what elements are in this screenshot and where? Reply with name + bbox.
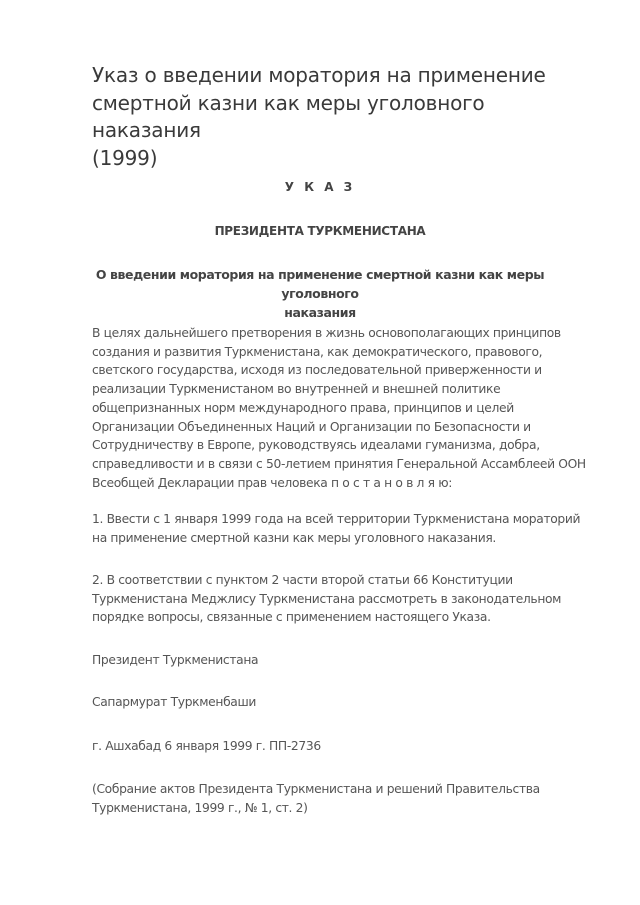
decree-issuer: ПРЕЗИДЕНТА ТУРКМЕНИСТАНА	[214, 224, 426, 238]
source-citation: (Собрание актов Президента Туркменистана и решений Правительства Туркменистана, 1999 г., № 1, ст. 2)	[92, 782, 540, 815]
signer-title: Президент Туркменистана	[92, 653, 259, 667]
place-date: г. Ашхабад 6 января 1999 г. ПП-2736	[92, 739, 321, 753]
decree-heading: У К А З	[284, 180, 356, 194]
article-2: 2. В соответствии с пунктом 2 части второй статьи 66 Конституции Туркменистана Меджлису Туркменистана рассмотреть в законодательном порядке вопросы, связанные с применением настоящего Указа.	[92, 573, 562, 625]
page-title: Указ о введении моратория на применение смертной казни как меры уголовного наказания (1999)	[92, 63, 546, 170]
article-1: 1. Ввести с 1 января 1999 года на всей территории Туркменистана мораторий на применение смертной казни как меры уголовного наказания.	[92, 512, 581, 545]
signer-name: Сапармурат Туркменбаши	[92, 695, 257, 709]
preamble-paragraph: В целях дальнейшего претворения в жизнь основополагающих принципов создания и развития Туркменистана, как демократического, правового, светского государства, исходя из последовательной приверженности и реализации Туркменистаном во внутренней и внешней политике общепризнанных норм международного права, принципов и целей Организации Объединенных Наций и Организации по Безопасности и Сотрудничеству в Европе, руководствуясь идеалами гуманизма, добра, справедливости и в связи с 50-летием принятия Генеральной Ассамблеей ООН Всеобщей Декларации прав человека п о с т а н о в л я ю:	[92, 326, 586, 490]
decree-title: О введении моратория на применение смертной казни как меры уголовного наказания	[95, 267, 545, 320]
